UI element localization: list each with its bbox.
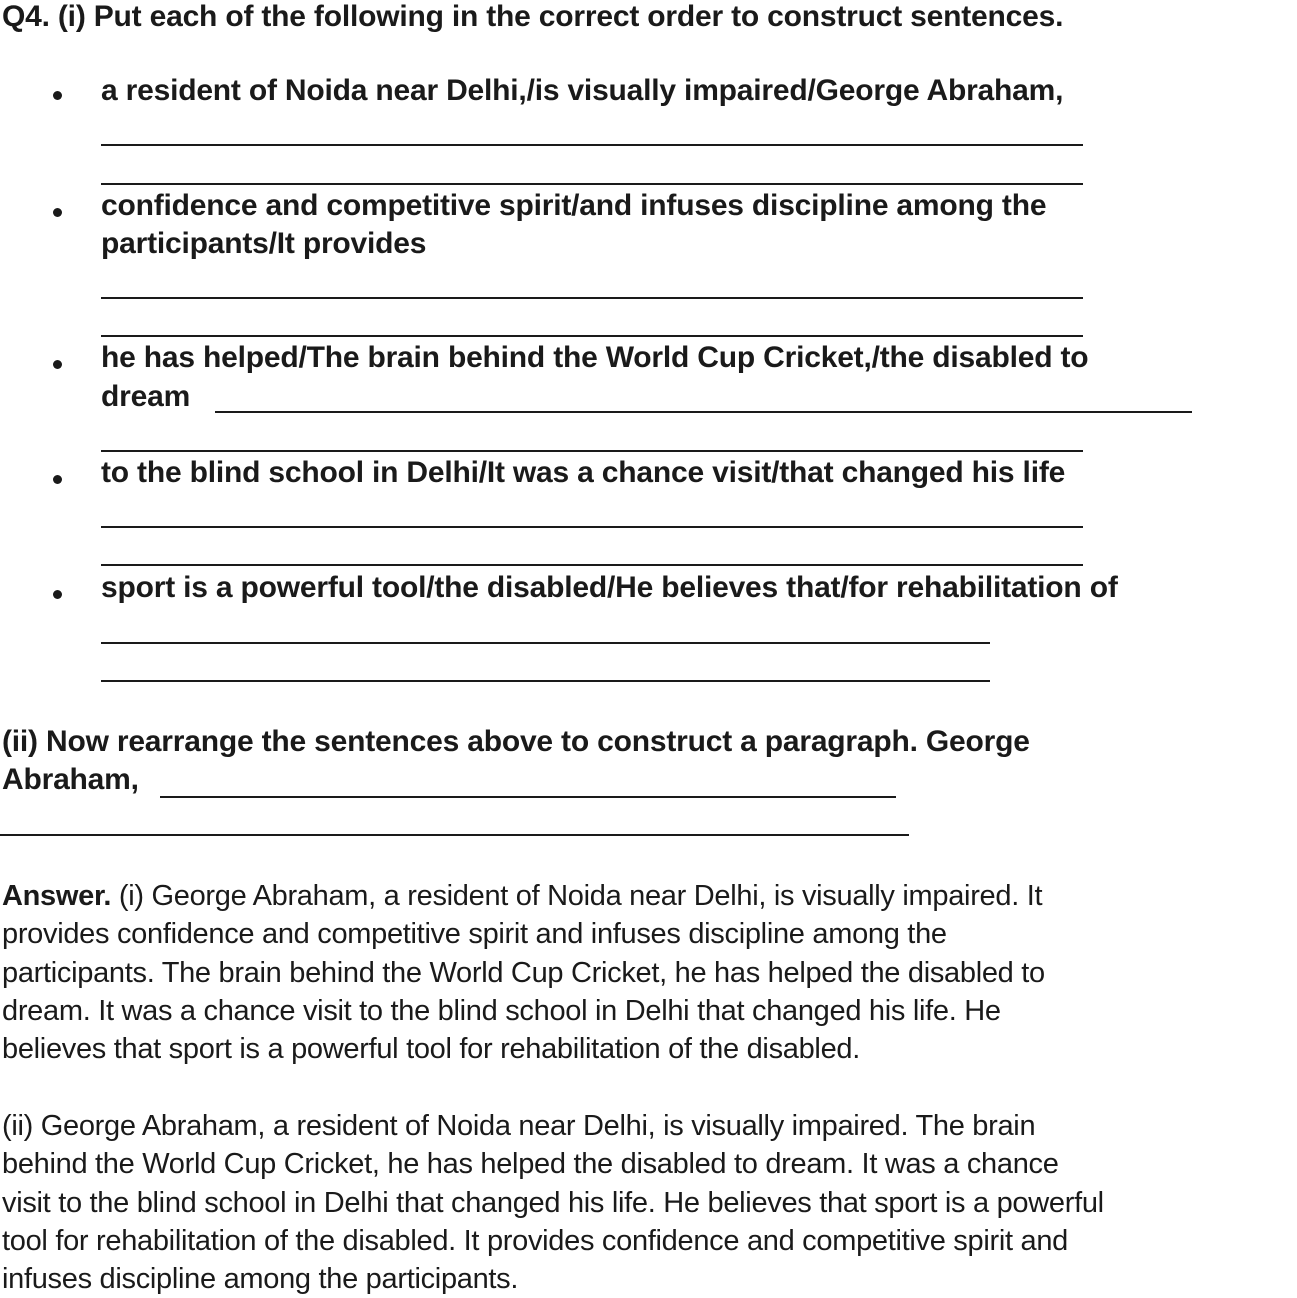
answer-text: believes that sport is a powerful tool for rehabilitation of the disabled. <box>2 1033 860 1066</box>
answer-text: dream. It was a chance visit to the blind school in Delhi that changed his life. He <box>2 994 1001 1027</box>
answer-line[interactable] <box>101 183 1083 185</box>
bullet-icon <box>53 360 62 369</box>
jumbled-sentence-4: to the blind school in Delhi/It was a chance visit/that changed his life <box>101 456 1066 489</box>
answer-text: infuses discipline among the participants. <box>2 1263 519 1296</box>
answer-line[interactable] <box>101 526 1083 528</box>
answer-line[interactable] <box>160 796 896 798</box>
answer-text: (ii) George Abraham, a resident of Noida near Delhi, is visually impaired. The brain <box>2 1110 1036 1142</box>
jumbled-sentence-5: sport is a powerful tool/the disabled/He believes that/for rehabilitation of <box>101 571 1118 604</box>
jumbled-sentence-2-line-1: confidence and competitive spirit/and infuses discipline among the <box>101 189 1047 222</box>
answer-text: visit to the blind school in Delhi that changed his life. He believes that sport is a powerful <box>2 1186 1104 1219</box>
answer-part-ii <box>2 1107 1297 1298</box>
answer-line[interactable] <box>101 297 1083 299</box>
jumbled-sentence-1: a resident of Noida near Delhi,/is visually impaired/George Abraham, <box>101 74 1064 107</box>
answer-line[interactable] <box>101 564 1083 566</box>
answer-line[interactable] <box>101 144 1083 146</box>
bullet-icon <box>53 475 62 484</box>
bullet-icon <box>53 590 62 599</box>
answer-text: participants. The brain behind the World Cup Cricket, he has helped the disabled to <box>2 956 1045 989</box>
answer-text: (i) George Abraham, a resident of Noida near Delhi, is visually impaired. It <box>111 880 1043 912</box>
part-ii-instruction: (ii) Now rearrange the sentences above to construct a paragraph. George <box>2 725 1030 758</box>
bullet-icon <box>53 208 62 217</box>
answer-label: Answer. <box>2 880 112 912</box>
answer-text: behind the World Cup Cricket, he has helped the disabled to dream. It was a chance <box>2 1148 1059 1181</box>
question-heading: Q4. (i) Put each of the following in the correct order to construct sentences. <box>2 0 1064 33</box>
answer-line[interactable] <box>101 335 1083 337</box>
answer-line[interactable] <box>0 834 909 836</box>
bullet-icon <box>53 91 62 100</box>
jumbled-sentence-3-line-1: he has helped/The brain behind the World Cup Cricket,/the disabled to <box>101 341 1089 374</box>
answer-text: tool for rehabilitation of the disabled. It provides confidence and competitive spirit and <box>2 1224 1068 1257</box>
answer-line[interactable] <box>215 411 1192 413</box>
jumbled-sentence-3-line-2: dream <box>101 380 191 413</box>
answer-line[interactable] <box>101 642 990 644</box>
answer-part-i <box>2 877 1297 1068</box>
part-ii-start: Abraham, <box>2 763 139 796</box>
answer-line[interactable] <box>101 680 990 682</box>
answer-text: provides confidence and competitive spirit and infuses discipline among the <box>2 918 947 951</box>
answer-line[interactable] <box>101 450 1083 452</box>
jumbled-sentence-2-line-2: participants/It provides <box>101 227 427 260</box>
